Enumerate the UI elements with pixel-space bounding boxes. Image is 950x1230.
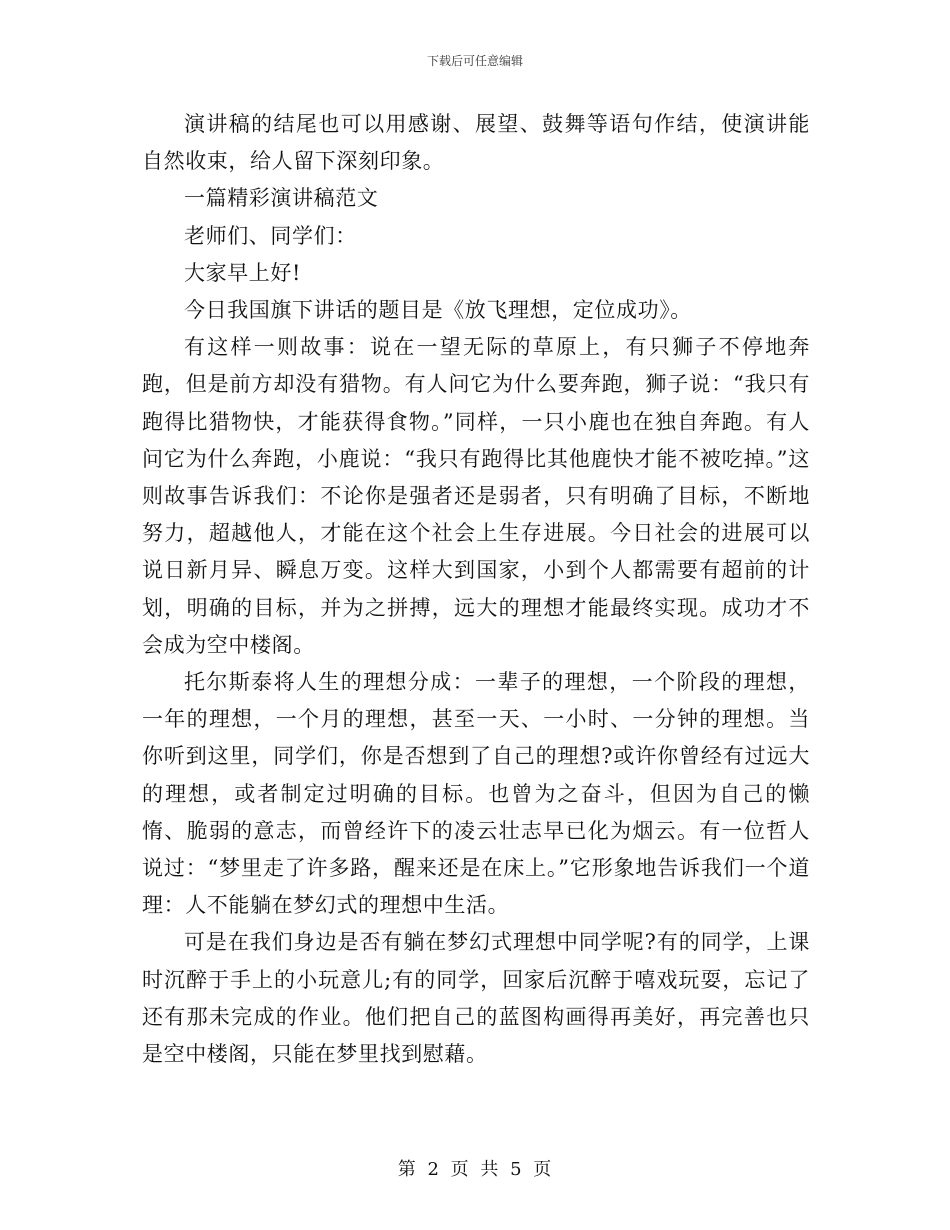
paragraph-sample-title: 一篇精彩演讲稿范文	[184, 186, 379, 211]
paragraph-greeting: 大家早上好!	[184, 260, 302, 285]
page-number: 第 2 页 共 5 页	[397, 1159, 553, 1180]
paragraph-classmates: 可是在我们身边是否有躺在梦幻式理想中同学呢?有的同学，上课时沉醉于手上的小玩意儿;有的同学，回家后沉醉于嘻戏玩耍，忘记了还有那未完成的作业。他们把自己的蓝图构画得再美好，再完善也只是空中楼阁，只能在梦里找到慰藉。	[142, 930, 810, 1067]
document-body	[142, 106, 810, 1073]
paragraph-lion-story: 有这样一则故事：说在一望无际的草原上，有只狮子不停地奔跑，但是前方却没有猎物。有人问它为什么要奔跑，狮子说：“我只有跑得比猎物快，才能获得食物。”同样，一只小鹿也在独自奔跑。有人问它为什么奔跑，小鹿说：“我只有跑得比其他鹿快才能不被吃掉。”这则故事告诉我们：不论你是强者还是弱者，只有明确了目标，不断地努力，超越他人，才能在这个社会上生存进展。今日社会的进展可以说日新月异、瞬息万变。这样大到国家，小到个人都需要有超前的计划，明确的目标，并为之拼搏，远大的理想才能最终实现。成功才不会成为空中楼阁。	[142, 335, 810, 657]
page-header: 下载后可任意编辑	[426, 54, 523, 68]
paragraph-topic: 今日我国旗下讲话的题目是《放飞理想，定位成功》。	[184, 298, 692, 323]
paragraph-closing-advice: 演讲稿的结尾也可以用感谢、展望、鼓舞等语句作结，使演讲能自然收束，给人留下深刻印象。	[142, 112, 810, 174]
paragraph-salutation: 老师们、同学们：	[184, 223, 357, 248]
paragraph-tolstoy: 托尔斯泰将人生的理想分成：一辈子的理想，一个阶段的理想，一年的理想，一个月的理想，甚至一天、一小时、一分钟的理想。当你听到这里，同学们，你是否想到了自己的理想?或许你曾经有过远大的理想，或者制定过明确的目标。也曾为之奋斗，但因为自己的懒惰、脆弱的意志，而曾经许下的凌云壮志早已化为烟云。有一位哲人说过：“梦里走了许多路，醒来还是在床上。”它形象地告诉我们一个道理：人不能躺在梦幻式的理想中生活。	[142, 670, 810, 918]
